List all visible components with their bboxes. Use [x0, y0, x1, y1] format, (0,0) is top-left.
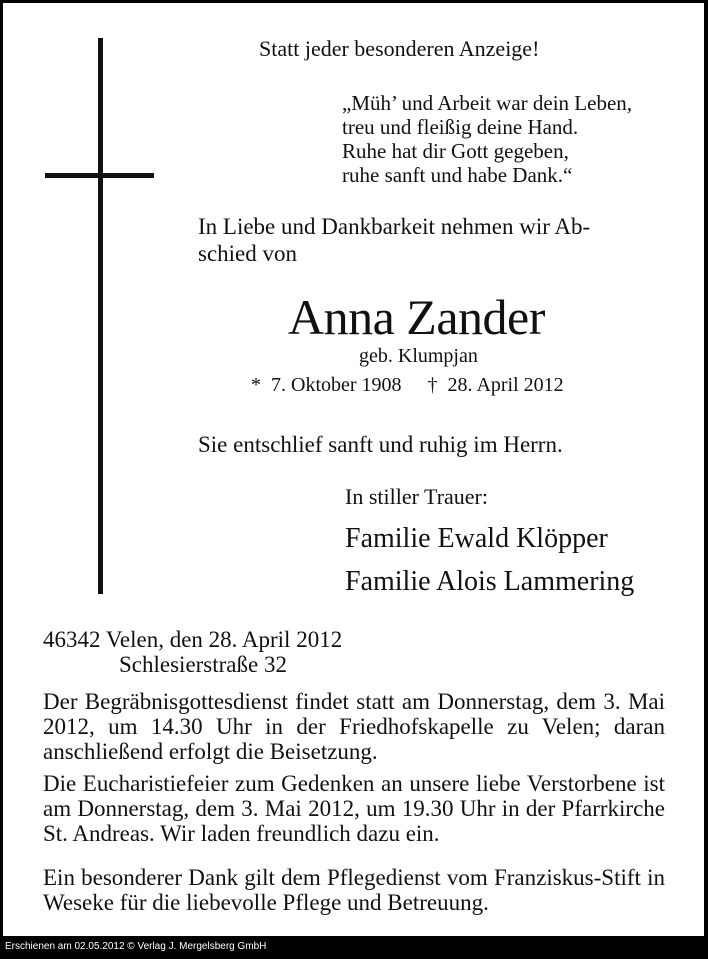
- poem-line: ruhe sanft und habe Dank.“: [342, 163, 573, 187]
- cross-icon-horizontal-bar: [45, 173, 154, 178]
- death-date: 28. April 2012: [447, 374, 564, 396]
- birth-name: geb. Klumpjan: [359, 345, 478, 367]
- deceased-name: Anna Zander: [288, 289, 545, 345]
- publication-credit: Erschienen am 02.05.2012 © Verlag J. Mergelsberg GmbH: [5, 941, 267, 952]
- birth-date: 7. Oktober 1908: [271, 374, 402, 396]
- life-dates: [251, 373, 564, 397]
- place-date: 46342 Velen, den 28. April 2012: [43, 627, 343, 652]
- cross-icon-vertical-bar: [98, 38, 103, 594]
- family-name: Familie Alois Lammering: [345, 566, 635, 597]
- death-dagger-icon: †: [427, 374, 438, 396]
- obituary-notice: [3, 3, 704, 936]
- headline: Statt jeder besonderen Anzeige!: [259, 36, 540, 61]
- poem-line: treu und fleißig deine Hand.: [342, 115, 579, 139]
- mourning-label: In stiller Trauer:: [345, 484, 488, 509]
- intro-line: schied von: [198, 241, 298, 266]
- street-address: Schlesierstraße 32: [119, 652, 287, 677]
- thanks-paragraph: Ein besonderer Dank gilt dem Pflegedienst vom Franziskus-Stift in Weseke für die liebevolle Pflege und Betreuung.: [43, 865, 665, 915]
- poem-line: „Müh’ und Arbeit war dein Leben,: [342, 91, 633, 115]
- intro-line: In Liebe und Dankbarkeit nehmen wir Ab-: [198, 214, 591, 239]
- intro-text: [198, 213, 663, 267]
- sleep-text: Sie entschlief sanft und ruhig im Herrn.: [198, 432, 563, 457]
- memorial-mass-paragraph: Die Eucharistiefeier zum Gedenken an unsere liebe Verstorbene ist am Donnerstag, dem 3. Mai 2012, um 19.30 Uhr in der Pfarrkirche St. Andreas. Wir laden freundlich dazu ein.: [43, 771, 665, 846]
- poem-line: Ruhe hat dir Gott gegeben,: [342, 139, 569, 163]
- poem: [342, 91, 632, 187]
- birth-star-icon: *: [251, 374, 261, 396]
- funeral-service-paragraph: Der Begräbnisgottesdienst findet statt am Donnerstag, dem 3. Mai 2012, um 14.30 Uhr in der Friedhofskapelle zu Velen; daran anschließend erfolgt die Beisetzung.: [43, 689, 665, 764]
- family-name: Familie Ewald Klöpper: [345, 523, 608, 554]
